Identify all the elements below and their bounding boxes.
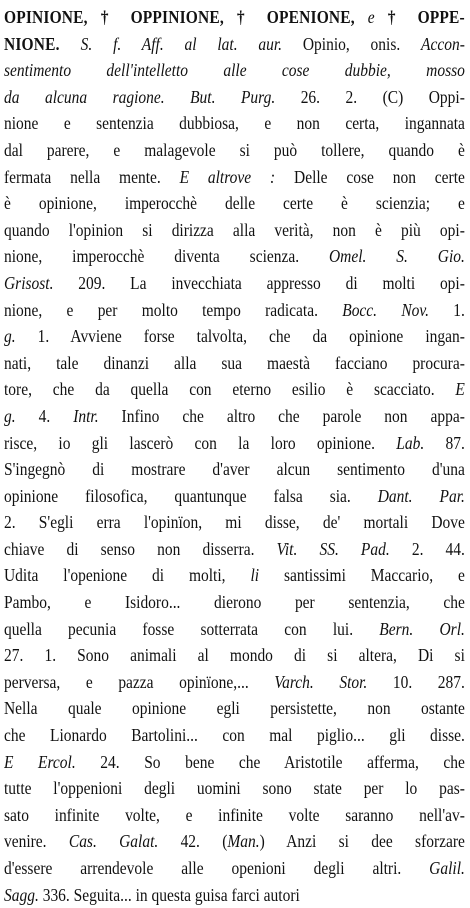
italic-text: Man. [227,831,260,852]
body-text: ) Anzi si dee sforzare [259,831,465,852]
body-text: 1. Avviene forse talvolta, che da opinione ingan- [15,326,465,347]
text-line [4,749,465,776]
body-text: Infino che altro che parole non appa- [98,405,465,426]
body-text: è opinione, imperocchè delle certe è scienzia; e [4,193,465,214]
body-text: 24. So bene che Aristotile afferma, che [75,751,465,772]
body-text: Udita l'openione di molti, [4,565,251,586]
text-line [4,509,465,536]
italic-text: Grisost. [4,272,54,293]
text-line [4,243,465,270]
italic-text: Omel. S. Gio. [328,246,465,267]
text-line [4,84,465,111]
text-line [4,828,465,855]
body-text: 209. La invecchiata appresso di molti opi- [53,272,465,293]
body-text: tore, che da quella con eterno esilio è scacciato. [4,379,456,400]
body-text: perversa, e pazza opinïone,... [4,671,275,692]
text-line [4,855,465,882]
body-text: nione, imperocchè diventa scienza. [4,246,329,267]
dictionary-entry [4,4,466,908]
body-text: 1. [428,299,465,320]
body-text: chiave di senso non disserra. [4,538,277,559]
body-text: Delle cose non certe [275,166,465,187]
italic-text: Galil. [429,858,465,878]
text-line [4,57,465,84]
body-text: S'ingegnò di mostrare d'aver alcun sentimento d'una [4,459,465,480]
text-line [4,722,465,749]
italic-text: Cas. Galat. [68,831,159,852]
body-text: 10. 287. [367,671,465,692]
text-line [4,802,465,829]
text-line [4,403,465,430]
italic-text: E Ercol. [4,751,76,772]
body-text: quella pecunia fosse sotterrata con lui. [4,618,380,639]
text-line [4,882,465,908]
body-text: 4. [15,405,74,426]
body-text: 2. 44. [389,538,465,559]
body-text: nione, e per molto tempo radicata. [4,299,343,320]
headword: OPINIONE, † OPPINIONE, † OPENIONE, [4,7,368,27]
body-text: d'essere arrendevole alle openioni degli altri. [4,858,430,878]
body-text: 336. Seguita... in questa guisa farci autori [38,884,300,905]
text-line [4,589,465,616]
body-text: tutte l'oppenioni degli uomini sono state per lo pas- [4,778,465,799]
text-line [4,190,465,217]
body-text: 87. [424,432,465,453]
italic-text: Varch. Stor. [274,671,368,692]
italic-text: da alcuna ragione. But. Purg. [4,86,276,107]
body-text: venire. [4,831,69,852]
text-line [4,430,465,457]
italic-text: e [367,7,375,27]
text-line [4,642,465,669]
body-text: Pambo, e Isidoro... dierono per sentenzia, che [4,592,465,613]
italic-text: E [455,379,465,400]
body-text: santissimi Maccario, e [259,565,465,586]
body-text: 42. ( [158,831,228,852]
body-text: nione e sentenzia dubbiosa, e non certa, ingannata [4,113,465,134]
italic-text: Dant. Par. [377,485,465,506]
text-line [4,616,465,643]
italic-text: li [250,565,260,586]
body-text: opinione filosofica, quantunque falsa sia. [4,485,378,506]
text-line [4,110,465,137]
italic-text: sentimento dell'intelletto alle cose dubbie, mosso [4,60,465,81]
body-text: Opinio, onis. [282,33,422,54]
italic-text: g. [4,326,16,347]
body-text: Nella quale opinione egli persistette, non ostante [4,698,465,719]
text-line [4,695,465,722]
text-line [4,775,465,802]
text-line [4,536,465,563]
text-line [4,164,465,191]
body-text: risce, io gli lascerò con la loro opinione. [4,432,397,453]
italic-text: Vit. SS. Pad. [276,538,390,559]
body-text: sato infinite volte, e infinite volte saranno nell'av- [4,804,465,825]
body-text: quando l'opinion si dirizza alla verità, non è più opi- [4,219,465,240]
italic-text: g. [4,405,16,426]
headword: † OPPE- [374,7,465,27]
italic-text: S. f. Aff. al lat. aur. [80,33,283,54]
text-line [4,297,465,324]
text-line [4,217,465,244]
italic-text: Sagg. [4,884,39,905]
italic-text: Bocc. Nov. [342,299,429,320]
text-line [4,456,465,483]
body-text: che Lionardo Bartolini... con mal piglio... gli disse. [4,725,465,746]
italic-text: Lab. [396,432,425,453]
body-text: dal parere, e malagevole si può tollere, quando è [4,139,465,160]
text-line [4,4,465,31]
italic-text: Bern. Orl. [379,618,465,639]
italic-text: Accon- [421,33,465,54]
headword: NIONE. [4,33,81,54]
text-line [4,323,465,350]
text-line [4,562,465,589]
text-line [4,483,465,510]
body-text: fermata nella mente. [4,166,180,187]
text-line [4,376,465,403]
body-text: nati, tale dinanzi alla sua maestà facciano procura- [4,352,465,373]
italic-text: Intr. [73,405,99,426]
body-text: 2. S'egli erra l'opinïon, mi disse, de' mortali Dove [4,512,465,533]
text-line [4,270,465,297]
body-text: 27. 1. Sono animali al mondo di si altera, Di si [4,645,465,666]
text-line [4,350,465,377]
body-text: 26. 2. (C) Oppi- [275,86,465,107]
text-line [4,669,465,696]
text-line [4,137,465,164]
text-line [4,31,465,58]
italic-text: E altrove : [179,166,276,187]
